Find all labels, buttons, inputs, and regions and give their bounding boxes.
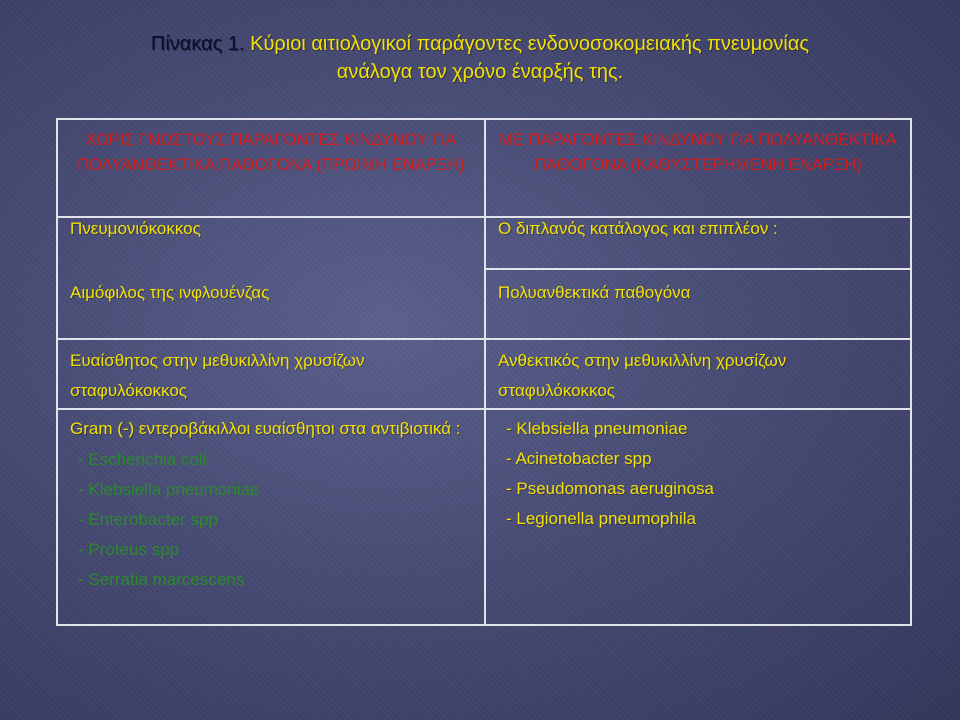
list-item: - Proteus spp <box>78 540 180 559</box>
title-text: Κύριοι αιτιολογικοί παράγοντες ενδονοσοκομειακής πνευμονίας <box>244 33 810 55</box>
right-row4-list <box>498 410 898 534</box>
list-item: - Acinetobacter spp <box>506 449 652 468</box>
table-label: Πίνακας 1. <box>150 33 245 55</box>
left-row4-list <box>70 445 472 595</box>
right-row4-cell <box>484 408 912 626</box>
left-row4-cell <box>56 408 486 626</box>
left-row3: Ευαίσθητος στην μεθυκιλλίνη χρυσίζων σταφυλόκοκκος <box>70 351 365 400</box>
title-line-2: ανάλογα τον χρόνο έναρξής της. <box>336 61 624 83</box>
list-item: - Klebsiella pneumoniae <box>78 480 260 499</box>
title-line-1 <box>0 30 960 58</box>
left-header: ΧΩΡΙΣ ΓΝΩΣΤΟΥΣ ΠΑΡΑΓΟΝΤΕΣ ΚΙΝΔΥΝΟΥ ΓΙΑ ΠΟΛΥΑΝΘΕΚΤΙΚΑ ΠΑΘΟΓΟΝΑ (ΠΡΩΙΜΗ ΕΝΑΡΞΗ) <box>77 131 465 174</box>
right-header-cell <box>484 118 912 218</box>
left-row1-cell <box>56 216 486 340</box>
list-item: - Legionella pneumophila <box>506 509 696 528</box>
left-row1: Πνευμονιόκοκκος <box>70 219 201 238</box>
left-row4-intro: Gram (-) εντεροβάκιλλοι ευαίσθητοι στα αντιβιοτικά : <box>70 419 461 438</box>
list-item: - Escherichia coli <box>78 450 207 469</box>
slide-title <box>0 30 960 86</box>
right-row3-cell <box>484 338 912 410</box>
list-item: - Enterobacter spp <box>78 510 218 529</box>
pathogen-table <box>56 118 912 626</box>
left-header-cell <box>56 118 486 218</box>
list-item: - Serratia marcescens <box>78 570 245 589</box>
right-header: ΜΕ ΠΑΡΑΓΟΝΤΕΣ ΚΙΝΔΥΝΟΥ ΓΙΑ ΠΟΛΥΑΝΘΕΚΤΙΚΑ ΠΑΘΟΓΟΝΑ (ΚΑΘΥΣΤΕΡΗΜΕΝΗ ΕΝΑΡΞΗ) <box>499 131 897 174</box>
right-row3: Ανθεκτικός στην μεθυκιλλίνη χρυσίζων σταφυλόκοκκος <box>498 351 787 400</box>
list-item: - Klebsiella pneumoniae <box>506 419 688 438</box>
list-item: - Pseudomonas aeruginosa <box>506 479 714 498</box>
right-row2: Πολυανθεκτικά παθογόνα <box>498 283 691 302</box>
left-row2: Αιμόφιλος της ινφλουένζας <box>70 283 270 302</box>
left-row3-cell <box>56 338 486 410</box>
right-row2-cell <box>484 268 912 340</box>
right-row1: Ο διπλανός κατάλογος και επιπλέον : <box>498 219 778 238</box>
